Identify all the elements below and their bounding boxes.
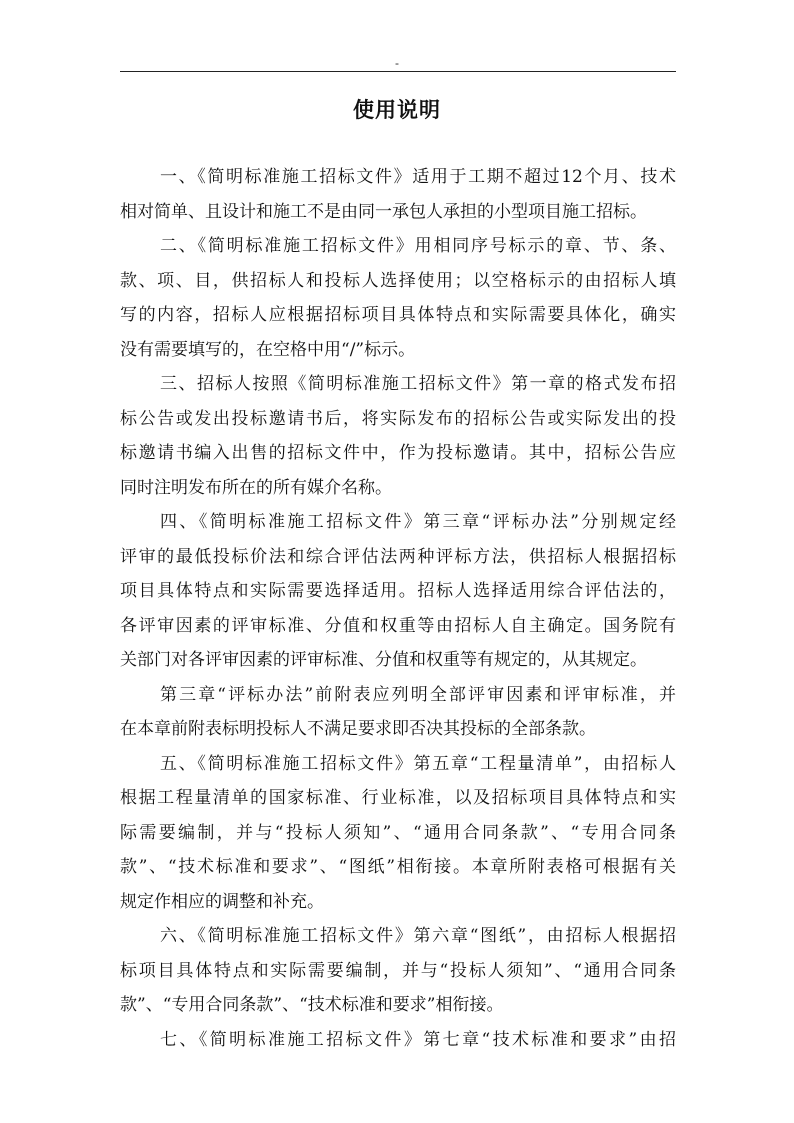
paragraph-line: 项目具体特点和实际需要选择适用。招标人选择适用综合评估法的，	[120, 581, 676, 601]
paragraph-line: 关部门对各评审因素的评审标准、分值和权重等有规定的，从其规定。	[120, 650, 647, 670]
paragraph-line: 标公告或发出投标邀请书后，将实际发布的招标公告或实际发出的投	[120, 408, 676, 429]
paragraph-line: 标邀请书编入出售的招标文件中，作为投标邀请。其中，招标公告应	[120, 443, 676, 463]
paragraph-line: 规定作相应的调整和补充。	[120, 891, 324, 912]
paragraph-line: 款”、“专用合同条款”、“技术标准和要求”相衔接。	[120, 995, 504, 1015]
paragraph	[120, 505, 676, 678]
paragraph-line: 同时注明发布所在的所有媒介名称。	[120, 477, 392, 498]
paragraph	[120, 678, 676, 747]
paragraph-line: 根据工程量清单的国家标准、行业标准，以及招标项目具体特点和实	[120, 788, 676, 808]
paragraph-line: 款”、“技术标准和要求”、“图纸”相衔接。本章所附表格可根据有关	[120, 857, 676, 877]
paragraph-line: 第三章“评标办法”前附表应列明全部评审因素和评审标准，并	[160, 684, 676, 705]
paragraph-line: 款、项、目，供招标人和投标人选择使用；以空格标示的由招标人填	[120, 270, 676, 291]
page-header-mark: -	[395, 56, 399, 70]
document-body	[120, 160, 676, 1057]
paragraph	[120, 367, 676, 505]
paragraph-line: 相对简单、且设计和施工不是由同一承包人承担的小型项目施工招标。	[120, 201, 647, 222]
paragraph-line: 六、《简明标准施工招标文件》第六章“图纸”，由招标人根据招	[160, 926, 676, 946]
paragraph-line: 写的内容，招标人应根据招标项目具体特点和实际需要具体化，确实	[120, 305, 676, 325]
paragraph	[120, 1023, 676, 1058]
page-title: 使用说明	[353, 97, 441, 122]
paragraph	[120, 919, 676, 1023]
paragraph-line: 没有需要填写的，在空格中用“/”标示。	[120, 339, 416, 360]
paragraph-line: 三、招标人按照《简明标准施工招标文件》第一章的格式发布招	[160, 374, 676, 394]
paragraph-line: 评审的最低投标价法和综合评估法两种评标方法，供招标人根据招标	[120, 546, 676, 567]
paragraph-line: 一、《简明标准施工招标文件》适用于工期不超过12个月、技术	[160, 167, 676, 187]
paragraph-line: 七、《简明标准施工招标文件》第七章“技术标准和要求”由招	[160, 1029, 676, 1050]
paragraph	[120, 160, 676, 229]
paragraph	[120, 747, 676, 920]
paragraph-line: 五、《简明标准施工招标文件》第五章“工程量清单”，由招标人	[160, 753, 676, 774]
paragraph-line: 四、《简明标准施工招标文件》第三章“评标办法”分别规定经	[160, 512, 676, 532]
paragraph-line: 际需要编制，并与“投标人须知”、“通用合同条款”、“专用合同条	[120, 822, 676, 843]
paragraph	[120, 229, 676, 367]
paragraph-line: 各评审因素的评审标准、分值和权重等由招标人自主确定。国务院有	[120, 615, 676, 636]
header-rule	[120, 71, 676, 72]
paragraph-line: 在本章前附表标明投标人不满足要求即否决其投标的全部条款。	[120, 719, 596, 739]
paragraph-line: 标项目具体特点和实际需要编制，并与“投标人须知”、“通用合同条	[120, 960, 676, 981]
paragraph-line: 二、《简明标准施工招标文件》用相同序号标示的章、节、条、	[160, 236, 676, 256]
